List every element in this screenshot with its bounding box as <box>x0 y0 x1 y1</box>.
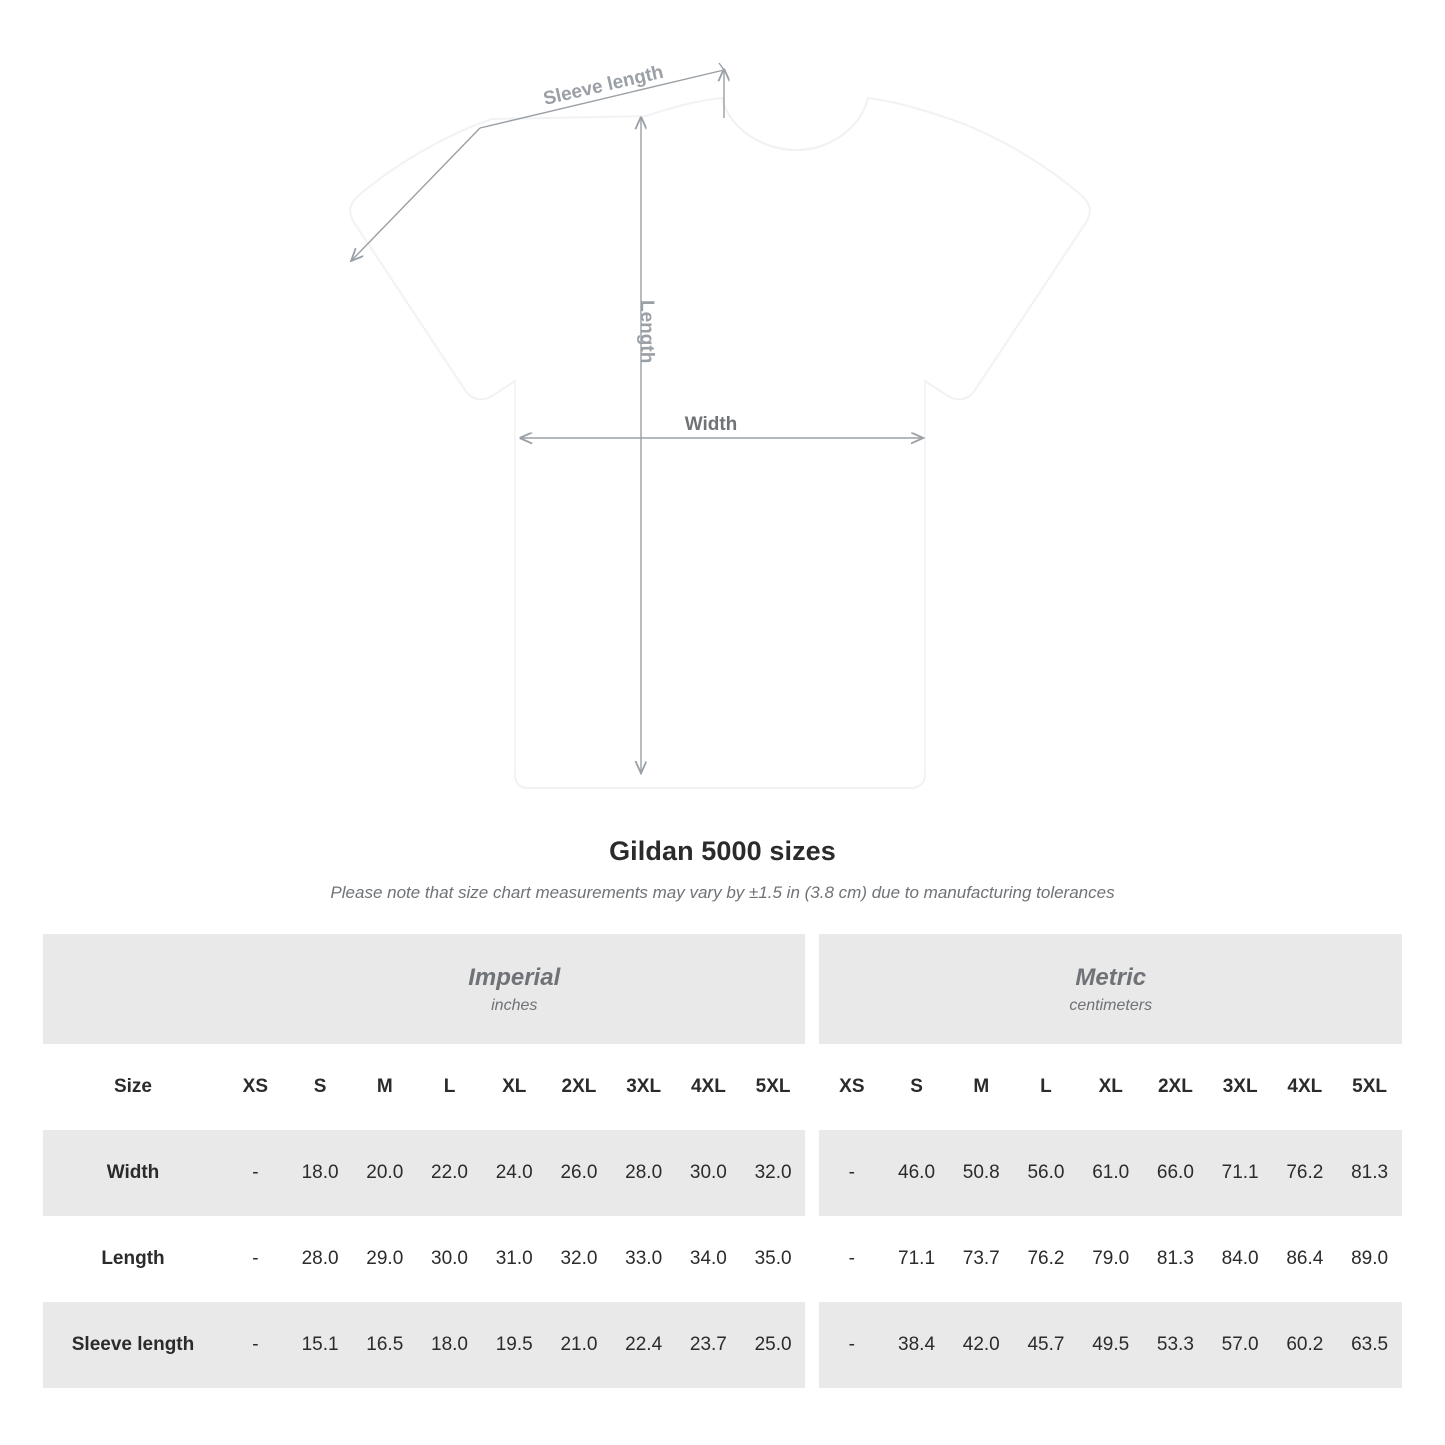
size-header-row <box>43 1044 1402 1130</box>
cell-length-imperial-3xl: 33.0 <box>611 1216 676 1302</box>
cell-width-metric-xs: - <box>819 1130 884 1216</box>
cell-width-imperial-xs: - <box>223 1130 288 1216</box>
sleeve-length-label: Sleeve length <box>541 61 666 110</box>
cell-length-imperial-s: 28.0 <box>288 1216 353 1302</box>
cell-length-imperial-xs: - <box>223 1216 288 1302</box>
cell-width-metric-xl: 61.0 <box>1078 1130 1143 1216</box>
size-header-metric-m: M <box>949 1044 1014 1130</box>
cell-sleeve-metric-3xl: 57.0 <box>1208 1302 1273 1388</box>
tshirt-illustration <box>350 98 1090 788</box>
cell-length-metric-xl: 79.0 <box>1078 1216 1143 1302</box>
cell-width-imperial-2xl: 26.0 <box>547 1130 612 1216</box>
unit-group-imperial <box>223 934 805 1044</box>
size-header-imperial-l: L <box>417 1044 482 1130</box>
cell-length-imperial-m: 29.0 <box>352 1216 417 1302</box>
cell-width-imperial-l: 22.0 <box>417 1130 482 1216</box>
size-header-metric-s: S <box>884 1044 949 1130</box>
cell-width-metric-3xl: 71.1 <box>1208 1130 1273 1216</box>
page-title: Gildan 5000 sizes <box>609 836 836 866</box>
unit-group-metric-name: Metric <box>1075 964 1147 991</box>
size-header-metric-xl: XL <box>1078 1044 1143 1130</box>
row-separator <box>805 1216 819 1302</box>
cell-length-metric-2xl: 81.3 <box>1143 1216 1208 1302</box>
table-row <box>43 1216 1402 1302</box>
heading-block <box>0 836 1445 903</box>
row-label-length: Length <box>43 1216 223 1302</box>
cell-length-imperial-5xl: 35.0 <box>741 1216 806 1302</box>
size-header-imperial-5xl: 5XL <box>741 1044 806 1130</box>
cell-width-metric-l: 56.0 <box>1014 1130 1079 1216</box>
size-header-metric-3xl: 3XL <box>1208 1044 1273 1130</box>
size-header-metric-5xl: 5XL <box>1337 1044 1402 1130</box>
cell-width-metric-m: 50.8 <box>949 1130 1014 1216</box>
unit-group-imperial-sub: inches <box>491 997 538 1014</box>
unit-spacer <box>43 934 223 1044</box>
cell-sleeve-metric-l: 45.7 <box>1014 1302 1079 1388</box>
cell-sleeve-imperial-xl: 19.5 <box>482 1302 547 1388</box>
cell-width-imperial-s: 18.0 <box>288 1130 353 1216</box>
cell-length-metric-s: 71.1 <box>884 1216 949 1302</box>
cell-sleeve-imperial-3xl: 22.4 <box>611 1302 676 1388</box>
cell-length-metric-5xl: 89.0 <box>1337 1216 1402 1302</box>
cell-sleeve-metric-xl: 49.5 <box>1078 1302 1143 1388</box>
cell-width-metric-5xl: 81.3 <box>1337 1130 1402 1216</box>
tolerance-note: Please note that size chart measurements may vary by ±1.5 in (3.8 cm) due to manufacturing tolerances <box>330 883 1115 902</box>
size-header-metric-4xl: 4XL <box>1273 1044 1338 1130</box>
cell-width-imperial-xl: 24.0 <box>482 1130 547 1216</box>
cell-length-imperial-4xl: 34.0 <box>676 1216 741 1302</box>
cell-sleeve-imperial-m: 16.5 <box>352 1302 417 1388</box>
cell-sleeve-metric-s: 38.4 <box>884 1302 949 1388</box>
cell-width-metric-2xl: 66.0 <box>1143 1130 1208 1216</box>
unit-header-row <box>43 934 1402 1044</box>
size-header-imperial-xl: XL <box>482 1044 547 1130</box>
row-separator <box>805 1130 819 1216</box>
cell-sleeve-imperial-l: 18.0 <box>417 1302 482 1388</box>
cell-sleeve-imperial-xs: - <box>223 1302 288 1388</box>
unit-group-metric <box>819 934 1402 1044</box>
cell-length-metric-xs: - <box>819 1216 884 1302</box>
cell-sleeve-metric-m: 42.0 <box>949 1302 1014 1388</box>
size-table-wrapper <box>43 934 1402 1388</box>
cell-sleeve-imperial-s: 15.1 <box>288 1302 353 1388</box>
cell-sleeve-metric-4xl: 60.2 <box>1273 1302 1338 1388</box>
unit-group-metric-sub: centimeters <box>1069 997 1153 1014</box>
cell-sleeve-imperial-5xl: 25.0 <box>741 1302 806 1388</box>
cell-width-imperial-4xl: 30.0 <box>676 1130 741 1216</box>
row-label-sleeve-length: Sleeve length <box>43 1302 223 1388</box>
cell-length-metric-m: 73.7 <box>949 1216 1014 1302</box>
size-header-separator <box>805 1044 819 1130</box>
size-header-metric-xs: XS <box>819 1044 884 1130</box>
cell-length-imperial-l: 30.0 <box>417 1216 482 1302</box>
cell-width-imperial-5xl: 32.0 <box>741 1130 806 1216</box>
cell-sleeve-metric-xs: - <box>819 1302 884 1388</box>
cell-width-imperial-m: 20.0 <box>352 1130 417 1216</box>
size-header-imperial-s: S <box>288 1044 353 1130</box>
size-header-label: Size <box>43 1044 223 1130</box>
row-separator <box>805 1302 819 1388</box>
size-table <box>43 934 1402 1388</box>
length-label: Length <box>636 300 657 364</box>
cell-length-imperial-xl: 31.0 <box>482 1216 547 1302</box>
cell-length-metric-4xl: 86.4 <box>1273 1216 1338 1302</box>
row-label-width: Width <box>43 1130 223 1216</box>
size-header-imperial-2xl: 2XL <box>547 1044 612 1130</box>
cell-sleeve-imperial-4xl: 23.7 <box>676 1302 741 1388</box>
size-header-imperial-3xl: 3XL <box>611 1044 676 1130</box>
cell-sleeve-metric-2xl: 53.3 <box>1143 1302 1208 1388</box>
cell-length-metric-l: 76.2 <box>1014 1216 1079 1302</box>
unit-separator <box>805 934 819 1044</box>
table-row <box>43 1302 1402 1388</box>
cell-width-imperial-3xl: 28.0 <box>611 1130 676 1216</box>
table-row <box>43 1130 1402 1216</box>
size-header-imperial-4xl: 4XL <box>676 1044 741 1130</box>
size-header-metric-l: L <box>1014 1044 1079 1130</box>
size-header-metric-2xl: 2XL <box>1143 1044 1208 1130</box>
size-header-imperial-xs: XS <box>223 1044 288 1130</box>
width-label: Width <box>684 414 738 435</box>
cell-length-metric-3xl: 84.0 <box>1208 1216 1273 1302</box>
size-header-imperial-m: M <box>352 1044 417 1130</box>
unit-group-imperial-name: Imperial <box>468 964 561 991</box>
cell-width-metric-4xl: 76.2 <box>1273 1130 1338 1216</box>
cell-sleeve-metric-5xl: 63.5 <box>1337 1302 1402 1388</box>
cell-width-metric-s: 46.0 <box>884 1130 949 1216</box>
cell-length-imperial-2xl: 32.0 <box>547 1216 612 1302</box>
cell-sleeve-imperial-2xl: 21.0 <box>547 1302 612 1388</box>
